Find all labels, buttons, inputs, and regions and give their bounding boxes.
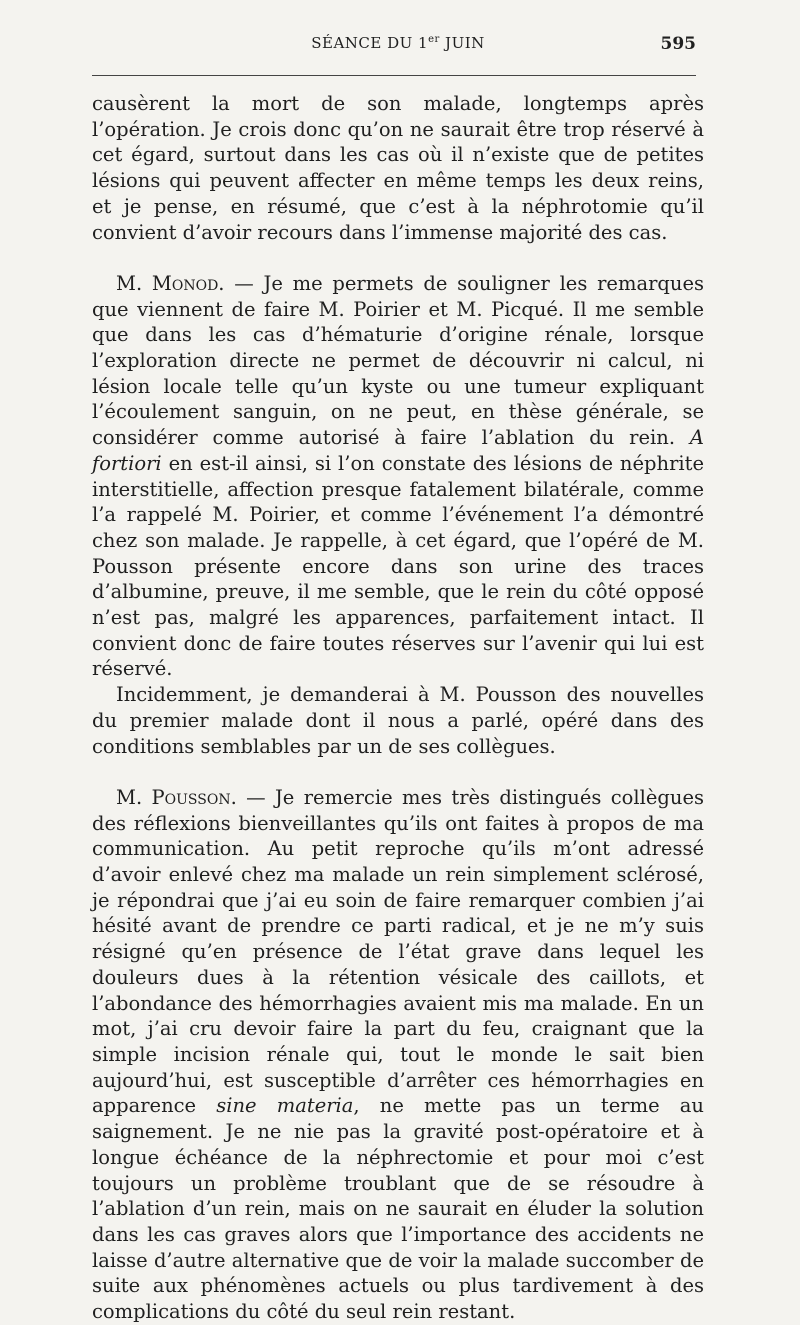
monod-text-b: en est-il ainsi, si l’on constate des lésions de néphrite interstitielle, affection presque fatalement bilatérale, comme l’a rappelé M. Poirier, et comme l’événement l’a démontré chez son malade. Je rappelle, à cet égard, que l’opéré de M. Pousson présente encore dans son urine des traces d’albumine, preuve, il me semble, que le rein du côté opposé n’est pas, malgré les apparences, parfaitement intact. Il convient donc de faire toutes réserves sur l’avenir qui lui est réservé. (92, 451, 704, 681)
paragraph-pousson (92, 785, 704, 1325)
header-title-suffix: JUIN (439, 34, 485, 52)
running-header (92, 34, 704, 58)
pousson-italic: sine materia (216, 1094, 354, 1118)
speaker-pousson: M. Pousson. (116, 785, 237, 809)
pousson-text-b: , ne mette pas un terme au saignement. Je ne nie pas la gravité post-opératoire et à longue échéance de la néphrectomie et pour moi c’est toujours un problème troublant que de se résoudre à l’ablation d’un rein, mais on ne saurait en éluder la solution dans les cas graves alors que l’importance des accidents ne laisse d’autre alternative que de voir la malade succomber de suite aux phénomènes actuels ou plus tardivement à des complications du côté du seul rein restant. (92, 1094, 704, 1324)
paragraph-incidemment: Incidemment, je demanderai à M. Pousson des nouvelles du premier malade dont il nous a parlé, opéré dans des conditions semblables par un de ses collègues. (92, 683, 704, 758)
page-number: 595 (660, 34, 696, 54)
header-title-sup: er (428, 34, 440, 45)
header-title (92, 34, 704, 52)
pousson-text-a: — Je remercie mes très distingués collègues des réflexions bienveillantes qu’ils ont faites à propos de ma communication. Au petit reproche qu’ils m’ont adressé d’avoir enlevé chez ma malade un rein simplement sclérosé, je répondrai que j’ai eu soin de faire remarquer combien j’ai hésité avant de prendre ce parti radical, et je ne m’y suis résigné qu’en présence de l’état grave dans lequel les douleurs dues à la rétention vésicale des caillots, et l’abondance des hémorrhagies avaient mis ma malade. En un mot, j’ai cru devoir faire la part du feu, craignant que la simple incision rénale qui, tout le monde le sait bien aujourd’hui, est susceptible d’arrêter ces hémorrhagies en apparence (92, 785, 704, 1118)
paragraph-monod (92, 271, 704, 682)
header-title-prefix: SÉANCE DU 1 (311, 34, 429, 52)
monod-text-a: — Je me permets de souligner les remarques que viennent de faire M. Poirier et M. Picqué. Il me semble que dans les cas d’hématurie d’origine rénale, lorsque l’exploration directe ne permet de découvrir ni calcul, ni lésion locale telle qu’un kyste ou une tumeur expliquant l’écoulement sanguin, on ne peut, en thèse générale, se considérer comme autorisé à faire l’ablation du rein. (92, 271, 704, 450)
page-body (92, 91, 704, 1325)
paragraph-continuation: causèrent la mort de son malade, longtemps après l’opération. Je crois donc qu’on ne saurait être trop réservé à cet égard, surtout dans les cas où il n’existe que de petites lésions qui peuvent affecter en même temps les deux reins, et je pense, en résumé, que c’est à la néphrotomie qu’il convient d’avoir recours dans l’immense majorité des cas. (92, 92, 704, 244)
header-rule (92, 75, 696, 76)
speaker-monod: M. Monod. (116, 271, 225, 295)
monod-italic: A fortiori (92, 426, 704, 475)
